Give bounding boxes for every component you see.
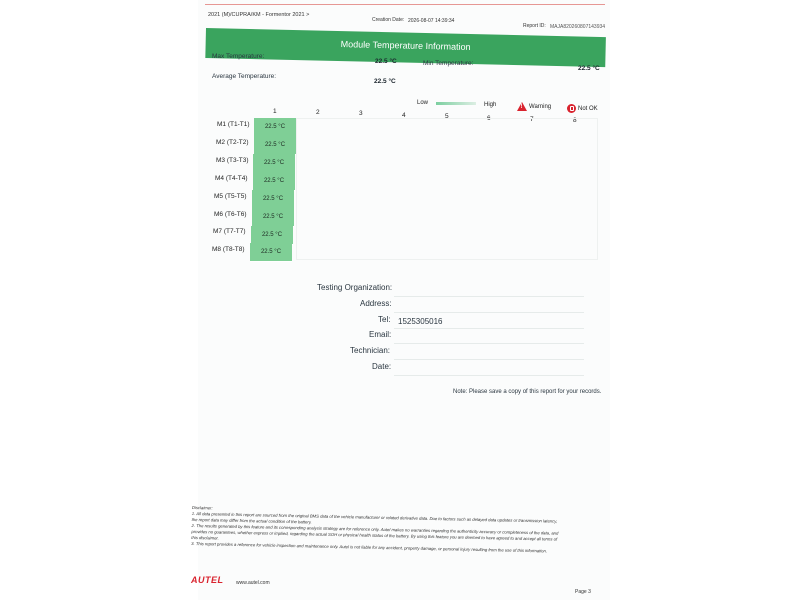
email-label: Email:: [369, 330, 392, 339]
disclaimer: [191, 505, 564, 555]
module-cell: 22.5 °C: [254, 118, 296, 137]
average-temperature-value: 22.5 °C: [374, 78, 396, 85]
column-header-7: 7: [530, 116, 534, 123]
report-id-label: Report ID:: [523, 23, 546, 29]
legend-gradient-bar: [436, 102, 476, 105]
legend-warning-label: Warning: [529, 104, 552, 110]
address-label: Address:: [360, 299, 392, 308]
not-ok-icon: [567, 104, 576, 113]
date-label: Date:: [372, 362, 392, 371]
page-number: Page 3: [575, 589, 591, 595]
module-cell: 22.5 °C: [253, 154, 295, 173]
website-link[interactable]: www.autel.com: [236, 580, 270, 586]
save-copy-note: Note: Please save a copy of this report for your records.: [453, 389, 602, 395]
testing-organization-line: [394, 296, 584, 297]
module-row-label: M6 (T6-T6): [214, 211, 247, 218]
column-header-2: 2: [316, 109, 320, 116]
address-line: [394, 312, 584, 313]
module-row-label: M8 (T8-T8): [212, 246, 245, 253]
module-cell: 22.5 °C: [251, 226, 293, 245]
tel-value: 1525305016: [398, 317, 443, 326]
creation-date-label: Creation Date:: [372, 17, 405, 23]
email-line: [394, 343, 584, 344]
module-cell: 22.5 °C: [252, 208, 294, 227]
disclaimer-item: 3. This report provides a reference for vehicle inspection and maintenance only. Autel is not liable for any accident, property damage, or personal injury resulting from the use of this information.: [191, 540, 548, 554]
disclaimer-item: 2. The results generated by this feature and its corresponding analysis strategy are for reference only. Autel makes no warranties regarding the authenticity accuracy or completeness of the data, and provides no guarantees, whether express or implied, regarding the actual SOH or physical health status of the battery. By using this feature you are deemed to have agreed to and accept all terms of this disclaimer.: [191, 522, 559, 542]
technician-label: Technician:: [350, 346, 391, 355]
column-header-1: 1: [273, 108, 277, 115]
module-row-label: M7 (T7-T7): [213, 228, 246, 235]
testing-organization-label: Testing Organization:: [317, 283, 393, 292]
max-temperature-label: Max Temperature:: [212, 53, 265, 60]
disclaimer-title: Disclaimer:: [191, 505, 213, 511]
technician-line: [394, 359, 584, 360]
tel-line: [394, 328, 584, 329]
column-header-6: 6: [487, 115, 491, 122]
column-header-8: 8: [573, 117, 577, 124]
module-row-label: M2 (T2-T2): [216, 139, 249, 146]
date-line: [394, 375, 584, 376]
average-temperature-label: Average Temperature:: [212, 73, 277, 80]
module-grid-background: [296, 118, 598, 260]
module-cell: 22.5 °C: [253, 172, 295, 191]
legend-not-ok-label: Not OK: [578, 106, 598, 112]
legend-high-label: High: [484, 102, 497, 108]
top-divider: [205, 4, 605, 5]
report-id-value: MAJA820260807143934: [550, 24, 606, 30]
module-row-label: M3 (T3-T3): [216, 157, 249, 164]
min-temperature-value: 22.5 °C: [578, 65, 600, 72]
vehicle-breadcrumb[interactable]: 2021 (M)/CUPRA/KM - Formentor 2021 >: [208, 12, 310, 18]
autel-logo: AUTEL: [191, 575, 224, 585]
module-cell: 22.5 °C: [250, 243, 292, 262]
creation-date-value: 2026-08-07 14:39:34: [408, 18, 455, 24]
warning-triangle-icon: [517, 102, 527, 111]
max-temperature-value: 22.5 °C: [375, 58, 397, 65]
module-row-label: M4 (T4-T4): [215, 175, 248, 182]
module-cell: 22.5 °C: [252, 190, 294, 209]
legend-low-label: Low: [417, 100, 429, 106]
module-cell: 22.5 °C: [254, 136, 296, 155]
section-title: Module Temperature Information: [340, 39, 471, 53]
disclaimer-item: 1. All data presented in this report are sourced from the original BMS data of the vehicle manufacturer or related derivative data. Due to factors such as delayed data updates or transmission latency, the report data may differ from the actual condition of the battery.: [191, 510, 558, 525]
column-header-3: 3: [359, 110, 363, 117]
column-header-4: 4: [402, 112, 406, 119]
column-header-5: 5: [445, 113, 449, 120]
min-temperature-label: Min Temperature:: [423, 60, 474, 67]
module-row-label: M1 (T1-T1): [217, 121, 250, 128]
tel-label: Tel:: [378, 315, 391, 324]
module-row-label: M5 (T5-T5): [214, 193, 247, 200]
